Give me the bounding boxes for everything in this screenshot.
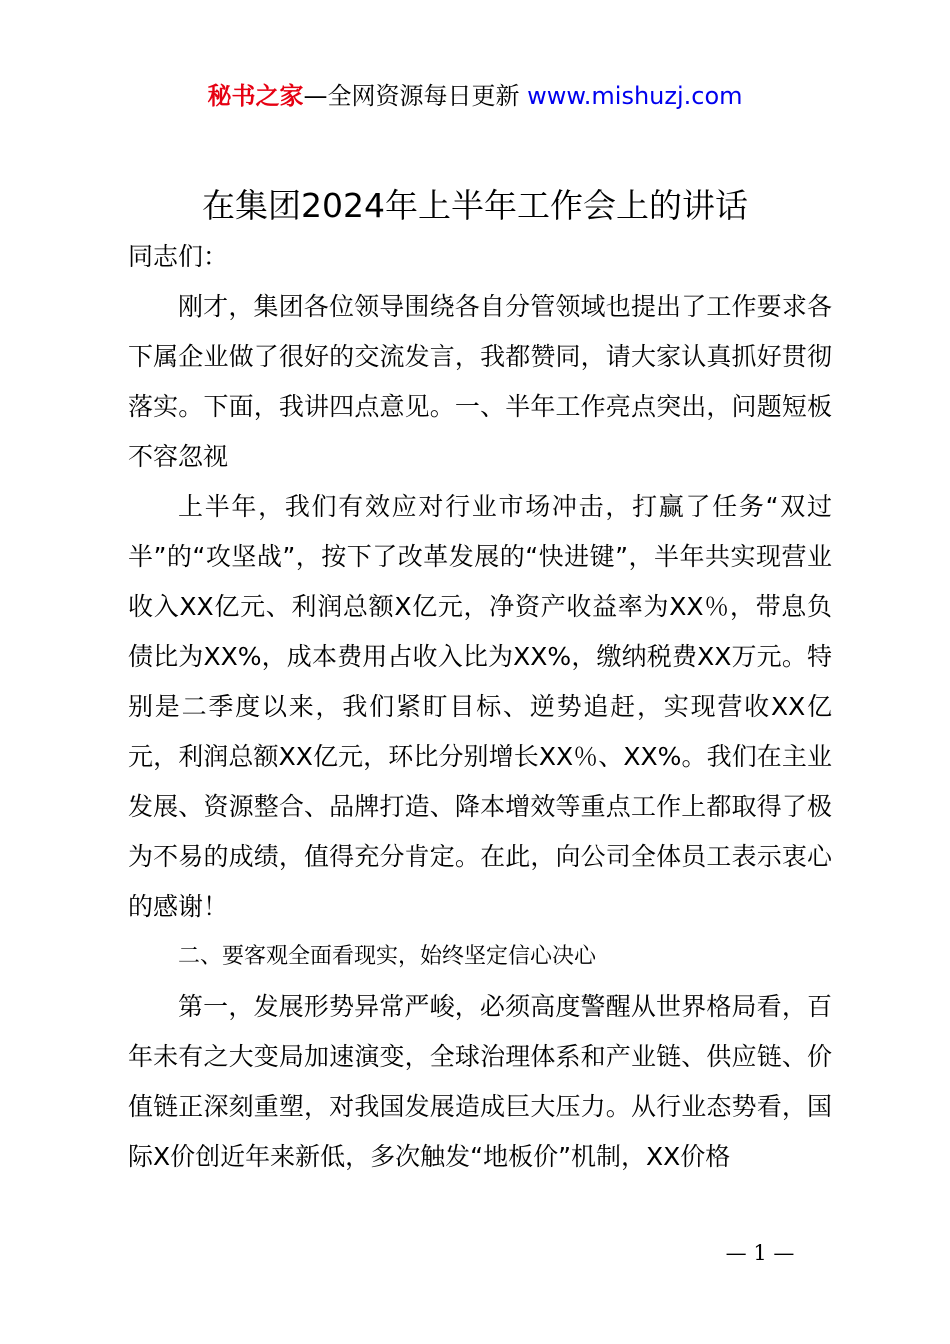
paragraph: 第一，发展形势异常严峻，必须高度警醒从世界格局看，百年未有之大变局加速演变，全球治理体系和产业链、供应链、价值链正深刻重塑，对我国发展造成巨大压力。从行业态势看，国际X价创近年来新低，多次触发“地板价”机制，XX价格 (128, 992, 832, 1171)
banner-tagline: —全网资源每日更新 (303, 82, 528, 110)
paragraph: 上半年，我们有效应对行业市场冲击，打赢了任务“双过半”的“攻坚战”，按下了改革发展的“快进键”，半年共实现营业收入XX亿元、利润总额X亿元，净资产收益率为XX％，带息负债比为XX%，成本费用占收入比为XX%，缴纳税费XX万元。特别是二季度以来，我们紧盯目标、逆势追赶，实现营收XX亿元，利润总额XX亿元，环比分别增长XX％、XX%。我们在主业发展、资源整合、品牌打造、降本增效等重点工作上都取得了极为不易的成绩，值得充分肯定。在此，向公司全体员工表示衷心的感谢！ (128, 492, 832, 921)
section-heading: 二、要客观全面看现实，始终坚定信心决心 (178, 944, 597, 969)
paragraph: 刚才，集团各位领导围绕各自分管领域也提出了工作要求各下属企业做了很好的交流发言，我都赞同，请大家认真抓好贯彻落实。下面，我讲四点意见。一、半年工作亮点突出，问题短板不容忽视 (128, 292, 832, 471)
banner-url-link[interactable]: www.mishuzj.com (527, 82, 743, 110)
salutation: 同志们： (128, 242, 229, 271)
site-banner (0, 80, 950, 112)
document-body (128, 232, 832, 1182)
page-number: — 1 — (725, 1241, 795, 1265)
brand-name: 秘书之家 (207, 82, 304, 110)
document-title: 在集团2024年上半年工作会上的讲话 (202, 186, 748, 225)
